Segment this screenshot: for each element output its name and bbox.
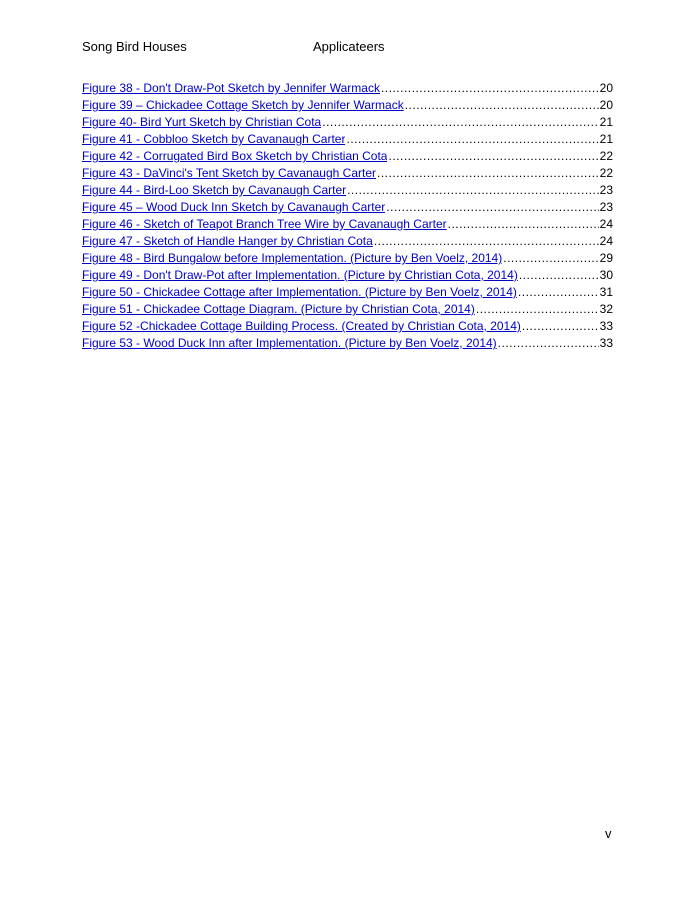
toc-entry-link[interactable]: Figure 39 – Chickadee Cottage Sketch by Jennifer Warmack xyxy=(82,98,404,112)
toc-entry-link[interactable]: Figure 51 - Chickadee Cottage Diagram. (Picture by Christian Cota, 2014) xyxy=(82,302,475,316)
toc-entry xyxy=(82,216,613,233)
toc-entry xyxy=(82,97,613,114)
toc-entry xyxy=(82,267,613,284)
table-of-figures xyxy=(82,80,613,352)
toc-entry-link[interactable]: Figure 50 - Chickadee Cottage after Implementation. (Picture by Ben Voelz, 2014) xyxy=(82,285,517,299)
toc-entry xyxy=(82,199,613,216)
toc-entry xyxy=(82,335,613,352)
toc-page-number: 21 xyxy=(599,132,613,146)
toc-leader-dots xyxy=(405,97,599,114)
toc-page-number: 33 xyxy=(599,336,613,350)
toc-page-number: 24 xyxy=(599,217,613,231)
running-header-team: Applicateers xyxy=(313,39,385,54)
toc-page-number: 31 xyxy=(599,285,613,299)
toc-leader-dots xyxy=(346,131,598,148)
toc-leader-dots xyxy=(322,114,598,131)
toc-page-number: 20 xyxy=(599,98,613,112)
toc-page-number: 21 xyxy=(599,115,613,129)
toc-page-number: 29 xyxy=(599,251,613,265)
toc-entry-link[interactable]: Figure 45 – Wood Duck Inn Sketch by Cavanaugh Carter xyxy=(82,200,386,214)
toc-leader-dots xyxy=(386,199,598,216)
toc-entry xyxy=(82,318,613,335)
toc-entry-link[interactable]: Figure 42 - Corrugated Bird Box Sketch by Christian Cota xyxy=(82,149,388,163)
toc-entry-link[interactable]: Figure 41 - Cobbloo Sketch by Cavanaugh Carter xyxy=(82,132,346,146)
toc-page-number: 23 xyxy=(599,200,613,214)
toc-leader-dots xyxy=(476,301,599,318)
toc-entry xyxy=(82,233,613,250)
toc-page-number: 30 xyxy=(599,268,613,282)
toc-entry xyxy=(82,284,613,301)
toc-entry-link[interactable]: Figure 43 - DaVinci's Tent Sketch by Cavanaugh Carter xyxy=(82,166,376,180)
toc-entry-link[interactable]: Figure 48 - Bird Bungalow before Implementation. (Picture by Ben Voelz, 2014) xyxy=(82,251,503,265)
toc-leader-dots xyxy=(519,267,599,284)
toc-page-number: 24 xyxy=(599,234,613,248)
toc-page-number: 20 xyxy=(599,81,613,95)
toc-page-number: 22 xyxy=(599,166,613,180)
toc-leader-dots xyxy=(522,318,599,335)
toc-entry xyxy=(82,148,613,165)
toc-entry xyxy=(82,250,613,267)
toc-leader-dots xyxy=(374,233,599,250)
toc-page-number: 22 xyxy=(599,149,613,163)
toc-entry-link[interactable]: Figure 40- Bird Yurt Sketch by Christian Cota xyxy=(82,115,322,129)
toc-entry-link[interactable]: Figure 53 - Wood Duck Inn after Implementation. (Picture by Ben Voelz, 2014) xyxy=(82,336,497,350)
toc-entry-link[interactable]: Figure 46 - Sketch of Teapot Branch Tree Wire by Cavanaugh Carter xyxy=(82,217,447,231)
toc-page-number: 23 xyxy=(599,183,613,197)
toc-entry xyxy=(82,165,613,182)
toc-leader-dots xyxy=(347,182,599,199)
toc-entry-link[interactable]: Figure 38 - Don't Draw-Pot Sketch by Jennifer Warmack xyxy=(82,81,380,95)
toc-entry xyxy=(82,131,613,148)
toc-entry-link[interactable]: Figure 49 - Don't Draw-Pot after Implementation. (Picture by Christian Cota, 2014) xyxy=(82,268,518,282)
toc-page-number: 33 xyxy=(599,319,613,333)
toc-leader-dots xyxy=(503,250,598,267)
toc-entry xyxy=(82,114,613,131)
toc-entry xyxy=(82,182,613,199)
toc-leader-dots xyxy=(377,165,599,182)
toc-leader-dots xyxy=(518,284,599,301)
toc-leader-dots xyxy=(388,148,598,165)
toc-page-number: 32 xyxy=(599,302,613,316)
toc-leader-dots xyxy=(498,335,599,352)
page-number: v xyxy=(605,826,612,841)
toc-leader-dots xyxy=(448,216,599,233)
toc-entry-link[interactable]: Figure 52 -Chickadee Cottage Building Process. (Created by Christian Cota, 2014) xyxy=(82,319,521,333)
toc-entry xyxy=(82,80,613,97)
toc-entry xyxy=(82,301,613,318)
toc-entry-link[interactable]: Figure 44 - Bird-Loo Sketch by Cavanaugh Carter xyxy=(82,183,347,197)
running-header-title: Song Bird Houses xyxy=(82,39,187,54)
toc-entry-link[interactable]: Figure 47 - Sketch of Handle Hanger by Christian Cota xyxy=(82,234,373,248)
toc-leader-dots xyxy=(381,80,599,97)
